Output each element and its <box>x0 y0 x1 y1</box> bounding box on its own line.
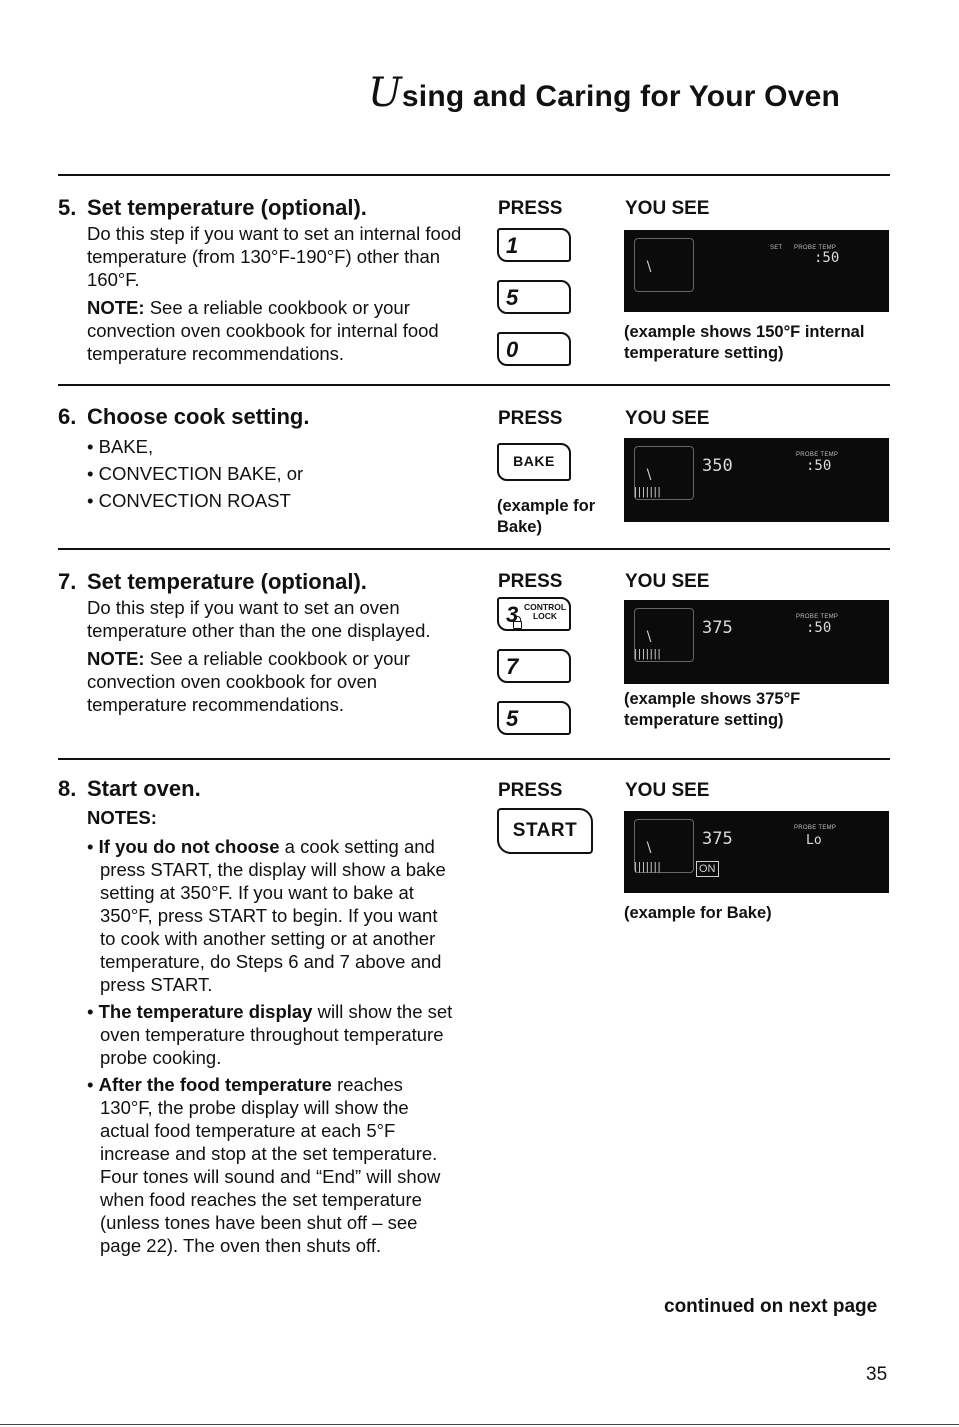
note-bullet: • If you do not choose a cook setting and press START, the display will show a bake setting at 350°F. If you want to bake at 350°F, press START to begin. If you want to cook with another setting or at another temperature, do Steps 6 and 7 above and press START. <box>87 836 446 995</box>
probe-temp-indicator: PROBE TEMP <box>794 825 837 831</box>
press-label: PRESS <box>498 408 563 429</box>
press-label: PRESS <box>498 571 563 592</box>
note-bullet: • After the food temperature reaches 130°F, the probe display will show the actual food temperature at each 5°F increase and stop at the set temperature. Four tones will sound and “End” will show when food reaches the set temperature (unless tones have been shut off – see page 22). The oven then shuts off. <box>87 1074 441 1256</box>
bottom-edge <box>0 1424 959 1425</box>
probe-icon: ∖ <box>644 258 653 274</box>
cook-time-bars: | | | | | | | <box>634 648 660 660</box>
oven-temp-value: 375 <box>702 618 733 638</box>
oven-display <box>624 600 889 684</box>
note-label: NOTE: <box>87 297 145 318</box>
option-convection-roast: • CONVECTION ROAST <box>87 490 291 511</box>
probe-value: Lo <box>806 833 822 848</box>
key-label: 5 <box>506 706 519 731</box>
notes-label: NOTES: <box>87 807 157 828</box>
set-indicator: SET <box>770 245 783 251</box>
control-lock-label: CONTROL LOCK <box>523 602 567 621</box>
press-label: PRESS <box>498 780 563 801</box>
on-indicator: ON <box>696 861 719 877</box>
start-button[interactable] <box>497 808 593 854</box>
title-text: sing and Caring for Your Oven <box>401 80 840 113</box>
oven-temp-value: 350 <box>702 456 733 476</box>
probe-value: :50 <box>806 458 832 474</box>
section-rule <box>58 384 890 386</box>
step-body <box>87 806 457 1257</box>
step-body <box>87 596 467 721</box>
key-label: 3 <box>506 602 519 627</box>
title-rule <box>58 174 890 176</box>
oven-temp-value: 375 <box>702 829 733 849</box>
note-text: See a reliable cookbook or your convection oven cookbook for oven temperature recommendations. <box>87 648 410 715</box>
probe-icon: ∖ <box>644 466 653 482</box>
key-label: 1 <box>506 233 519 258</box>
step-heading: Start oven. <box>87 776 201 801</box>
step-number: 5. <box>58 195 77 220</box>
bullet-bold: The temperature display <box>98 1001 313 1022</box>
bake-button[interactable] <box>497 443 571 481</box>
key-label: 0 <box>506 337 519 362</box>
option-bake: • BAKE, <box>87 436 154 457</box>
probe-icon: ∖ <box>644 839 653 855</box>
probe-temp-indicator: PROBE TEMP <box>796 452 839 458</box>
page-number: 35 <box>866 1364 888 1385</box>
you-see-label: YOU SEE <box>625 198 710 219</box>
title-initial: U <box>368 70 402 116</box>
oven-display <box>624 230 889 312</box>
display-caption: (example shows 375°F temperature setting) <box>624 690 801 729</box>
page-title <box>368 70 840 116</box>
you-see-label: YOU SEE <box>625 780 710 801</box>
key-0-button[interactable] <box>497 332 571 366</box>
probe-icon: ∖ <box>644 628 653 644</box>
lock-icon <box>513 621 522 629</box>
press-label: PRESS <box>498 198 563 219</box>
key-5-button[interactable] <box>497 280 571 314</box>
bullet-bold: After the food temperature <box>98 1074 332 1095</box>
cook-time-bars: | | | | | | | <box>634 861 660 873</box>
you-see-label: YOU SEE <box>625 408 710 429</box>
key-label: 5 <box>506 285 519 310</box>
step-body <box>87 433 467 514</box>
bullet-text: will show the set oven temperature throughout temperature probe cooking. <box>100 1001 453 1068</box>
key-5-button[interactable] <box>497 701 571 735</box>
continued-note: continued on next page <box>664 1296 878 1317</box>
section-rule <box>58 548 890 550</box>
note-bullet: • The temperature display will show the set oven temperature throughout temperature probe cooking. <box>87 1001 453 1068</box>
step-number: 6. <box>58 404 77 429</box>
step-body <box>87 222 467 370</box>
step-note <box>87 647 467 716</box>
step-text: Do this step if you want to set an internal food temperature (from 130°F-190°F) other than 160°F. <box>87 223 462 290</box>
bullet-bold: If you do not choose <box>98 836 280 857</box>
step-number: 7. <box>58 569 77 594</box>
display-caption: (example shows 150°F internal temperature setting) <box>624 323 865 362</box>
oven-display <box>624 438 889 522</box>
step-heading: Set temperature (optional). <box>87 195 367 220</box>
step-number: 8. <box>58 776 77 801</box>
cook-time-bars: | | | | | | | <box>634 486 660 498</box>
probe-value: :50 <box>814 250 840 266</box>
step-heading: Set temperature (optional). <box>87 569 367 594</box>
step-heading: Choose cook setting. <box>87 404 310 429</box>
bullet-text: reaches 130°F, the probe display will show the actual food temperature at each 5°F increase and stop at the set temperature. Four tones will sound and “End” will show when food reaches the set temperature (unless tones have been shut off – see page 22). The oven then shuts off. <box>100 1074 441 1256</box>
display-caption: (example for Bake) <box>624 904 772 922</box>
probe-value: :50 <box>806 620 832 636</box>
display-window <box>634 238 694 292</box>
probe-temp-indicator: PROBE TEMP <box>796 614 839 620</box>
option-convection-bake: • CONVECTION BAKE, or <box>87 463 304 484</box>
probe-temp-indicator: PROBE TEMP <box>794 245 837 251</box>
note-label: NOTE: <box>87 648 145 669</box>
key-1-button[interactable] <box>497 228 571 262</box>
note-text: See a reliable cookbook or your convection oven cookbook for internal food temperature recommendations. <box>87 297 439 364</box>
section-rule <box>58 758 890 760</box>
key-3-control-lock-button[interactable] <box>497 597 571 631</box>
key-7-button[interactable] <box>497 649 571 683</box>
oven-display <box>624 811 889 893</box>
key-label: 7 <box>506 654 519 679</box>
key-caption: (example for Bake) <box>497 497 596 536</box>
step-text: Do this step if you want to set an oven temperature other than the one displayed. <box>87 597 431 641</box>
you-see-label: YOU SEE <box>625 571 710 592</box>
key-label: BAKE <box>513 453 555 469</box>
key-label: START <box>512 820 578 841</box>
bullet-text: a cook setting and press START, the display will show a bake setting at 350°F. If you want to bake at 350°F, press START to begin. If you want to cook with another setting or at another temperature, do Steps 6 and 7 above and press START. <box>100 836 446 995</box>
step-note <box>87 296 467 365</box>
